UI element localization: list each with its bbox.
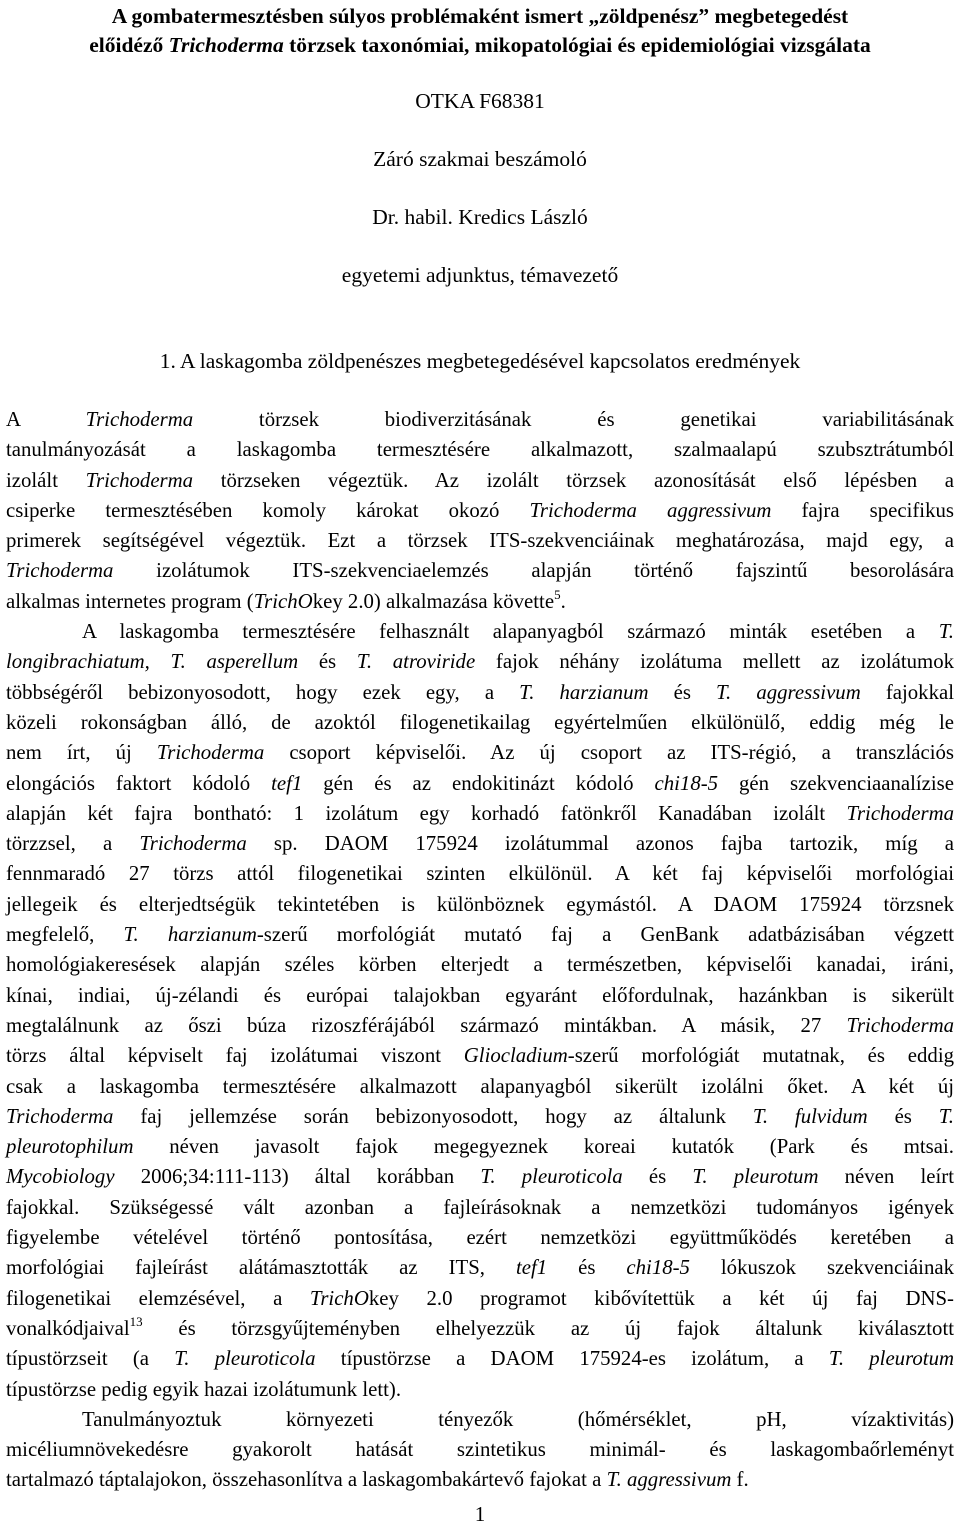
- body-line: [6, 981, 954, 1011]
- body-text-run: homológiakeresések alapján széles körben elterjedt a természetben, képviselői kanadai, iráni,: [6, 953, 954, 977]
- italic-term: T. atroviride: [356, 650, 476, 674]
- body-line: [6, 405, 954, 435]
- italic-term: chi18-5: [654, 771, 719, 795]
- body-text-run: és: [298, 650, 357, 674]
- body-line: [6, 1465, 954, 1495]
- body-text-run: key 2.0) alkalmazása követte: [312, 589, 555, 613]
- body-text-run: key 2.0 programot kibővítettük a két új faj DNS-: [368, 1286, 954, 1310]
- body-text-run: közeli rokonságban álló, de azoktól filogenetikailag egyértelműen elkülönülő, eddig még le: [6, 710, 954, 734]
- body-text-run: néven leírt: [818, 1165, 954, 1189]
- body-line: [6, 829, 954, 859]
- italic-term: Trichoderma: [846, 801, 954, 825]
- body-text-run: fajokkal. Szükségessé vált azonban a fajleírásoknak a nemzetközi tudományos igények: [6, 1195, 954, 1219]
- body-text-run: vonalkódjaival: [6, 1316, 130, 1340]
- body-text-run: csoport képviselői. Az új csoport az ITS-régió, a transzlációs: [264, 741, 955, 765]
- page-number: 1: [474, 1502, 486, 1526]
- title-line-2a: előidéző: [89, 33, 169, 57]
- body-line: [6, 1405, 954, 1435]
- body-text-run: csak a laskagomba termesztésére alkalmazott alapanyagból sikerült izolálni őket. A két új: [6, 1074, 954, 1098]
- body-line: [6, 1162, 954, 1192]
- body-text-run: primerek segítségével végeztük. Ezt a törzsek ITS-szekvenciáinak meghatározása, majd egy, a: [6, 529, 954, 553]
- author-position: egyetemi adjunktus, témavezető: [341, 263, 619, 287]
- body-line: [6, 1375, 954, 1405]
- italic-term: Trichoderma aggressivum: [529, 498, 772, 522]
- body-text-run: tanulmányozását a laskagomba termesztésére alkalmazott, szalmaalapú szubsztrátumból: [6, 438, 954, 462]
- body-line: [6, 890, 954, 920]
- body-text-run: és: [547, 1256, 627, 1280]
- body-line: [6, 920, 954, 950]
- body-text-run: fajok néhány izolátuma mellett az izolátumok: [475, 650, 954, 674]
- author-name: Dr. habil. Kredics László: [372, 205, 588, 229]
- body-text-run: törzsek biodiverzitásának és genetikai variabilitásának: [193, 408, 954, 431]
- grant-number: OTKA F68381: [415, 89, 545, 113]
- body-line: [6, 769, 954, 799]
- italic-term: T.: [938, 620, 954, 644]
- body-text-run: alapján két fajra bontható: 1 izolátum egy korhadó fatönkről Kanadában izolált: [6, 801, 847, 825]
- italic-term: Gliocladium: [463, 1044, 568, 1068]
- body-text-run: típustörzse a DAOM 175924-es izolátum, a: [315, 1347, 829, 1371]
- body-text-run: jellegeik és elterjedtségük tekintetében is különböznek egymástól. A DAOM 175924 törzsnek: [6, 892, 954, 916]
- body-line: [6, 678, 954, 708]
- footnote-reference: 5: [554, 586, 561, 602]
- italic-term: chi18-5: [626, 1256, 690, 1280]
- section-heading: 1. A laskagomba zöldpenészes megbetegedésével kapcsolatos eredmények: [159, 349, 801, 373]
- italic-term: Trichoderma: [6, 1104, 114, 1128]
- body-text-run: és: [648, 680, 717, 704]
- body-line: [6, 1041, 954, 1071]
- italic-term: Trichoderma: [139, 832, 247, 856]
- italic-term: tef1: [515, 1256, 548, 1280]
- body-line: [6, 435, 954, 465]
- italic-term: T. harzianum: [519, 680, 649, 704]
- italic-term: T. pleuroticola: [174, 1347, 316, 1371]
- body-line: [6, 950, 954, 980]
- body-text-run: gén szekvenciaanalízise: [718, 771, 954, 795]
- italic-term: T. harzianum: [123, 923, 257, 947]
- document-title: [0, 2, 960, 60]
- body-text-run: alkalmas internetes program (: [6, 589, 254, 613]
- body-text-run: elongációs faktort kódoló: [6, 771, 272, 795]
- body-text-run: sp. DAOM 175924 izolátummal azonos fajba tartozik, míg a: [246, 832, 954, 856]
- body-text-run: izolátumok ITS-szekvenciaelemzés alapján történő fajszintű besorolására: [113, 559, 954, 583]
- body-text-run: típustörzse pedig egyik hazai izolátumunk lett).: [6, 1377, 402, 1401]
- body-line: [6, 617, 954, 647]
- italic-term: Trichoderma: [156, 741, 265, 765]
- body-text-run: .: [560, 589, 566, 613]
- body-text-run: lókuszok szekvenciáinak: [689, 1256, 954, 1280]
- body-text-run: micéliumnövekedésre gyakorolt hatását szintetikus minimál- és laskagombaőrleményt: [6, 1438, 954, 1462]
- body-line: [6, 1132, 954, 1162]
- body-line: [6, 1011, 954, 1041]
- italic-term: Trichoderma: [846, 1013, 954, 1037]
- italic-term: Trichoderma: [85, 408, 194, 431]
- body-text-run: morfológiai fajleírást alátámasztották az ITS,: [6, 1256, 516, 1280]
- body-text-run: törzseken végeztük. Az izolált törzsek azonosítását első lépésben a: [193, 468, 954, 492]
- body-text-run: -szerű morfológiát mutató faj a GenBank adatbázisában végzett: [256, 923, 954, 947]
- body-text-run: megtalálnunk az őszi búza rizoszférájából származó mintákban. A másik, 27: [6, 1013, 847, 1037]
- body-text-run: néven javasolt fajok megegyeznek koreai kutatók (Park és mtsai.: [133, 1135, 954, 1159]
- body-text-run: 2006;34:111-113) által korábban: [114, 1165, 481, 1189]
- body-line: [6, 1253, 954, 1283]
- body-line: [6, 1193, 954, 1223]
- body-text-run: és: [867, 1104, 939, 1128]
- italic-term: T. aggressivum: [606, 1468, 732, 1492]
- italic-term: Mycobiology: [6, 1165, 115, 1189]
- body-line: [6, 1102, 954, 1132]
- italic-term: T. pleurotum: [828, 1347, 954, 1371]
- body-text-run: és törzsgyűjteményben elhelyezzük az új fajok általunk kiválasztott: [142, 1316, 954, 1340]
- body-text-run: többségéről bebizonyosodott, hogy ezek egy, a: [6, 680, 520, 704]
- italic-term: T. pleurotum: [692, 1165, 819, 1189]
- body-line: [6, 799, 954, 829]
- body-line: [6, 1223, 954, 1253]
- title-line-1: A gombatermesztésben súlyos problémaként ismert „zöldpenész” megbetegedést: [111, 4, 849, 28]
- body-text-run: figyelembe vételével történő pontosítása, ezért nemzetközi együttműködés keretében a: [6, 1226, 954, 1250]
- report-type: Záró szakmai beszámoló: [373, 147, 587, 171]
- body-text-run: Tanulmányoztuk környezeti tényezők (hőmérséklet, pH, vízaktivitás): [82, 1407, 954, 1431]
- body-text-run: nem írt, új: [6, 741, 157, 765]
- body-line: [6, 1435, 954, 1465]
- body-text-run: törzzsel, a: [6, 832, 140, 856]
- body-text-run: fajra specifikus: [771, 498, 954, 522]
- body-line: [6, 587, 954, 617]
- body-line: [6, 647, 954, 677]
- body-line: [6, 859, 954, 889]
- body-text: [6, 405, 954, 1496]
- body-text-run: törzs által képviselt faj izolátumai viszont: [6, 1044, 464, 1068]
- footnote-reference: 13: [129, 1313, 143, 1329]
- body-text-run: A laskagomba termesztésére felhasznált alapanyagból származó minták esetében a: [82, 620, 939, 644]
- body-line: [6, 556, 954, 586]
- title-line-2-genus: Trichoderma: [168, 33, 284, 57]
- body-line: [6, 738, 954, 768]
- italic-term: T.: [938, 1104, 954, 1128]
- body-text-run: tartalmazó táptalajokon, összehasonlítva a laskagombakártevő fajokat a: [6, 1468, 607, 1492]
- italic-term: T. aggressivum: [716, 680, 861, 704]
- body-text-run: izolált: [6, 468, 86, 492]
- italic-term: longibrachiatum, T. asperellum: [6, 650, 299, 674]
- body-text-run: típustörzseit (a: [6, 1347, 175, 1371]
- body-line: [6, 1284, 954, 1314]
- body-text-run: csiperke termesztésében komoly károkat okozó: [6, 498, 530, 522]
- italic-term: TrichO: [253, 589, 313, 613]
- body-line: [6, 708, 954, 738]
- body-text-run: f.: [731, 1468, 749, 1492]
- body-text-run: filogenetikai elemzésével, a: [6, 1286, 310, 1310]
- body-line: [6, 1344, 954, 1374]
- body-line: [6, 496, 954, 526]
- body-text-run: kínai, indiai, új-zélandi és európai talajokban egyaránt előfordulnak, hazánkban is sikerült: [6, 983, 954, 1007]
- body-line: [6, 526, 954, 556]
- italic-term: tef1: [271, 771, 303, 795]
- body-text-run: gén és az endokitinázt kódoló: [302, 771, 655, 795]
- body-line: [6, 1072, 954, 1102]
- italic-term: T. fulvidum: [752, 1104, 868, 1128]
- italic-term: TrichO: [309, 1286, 369, 1310]
- italic-term: T. pleuroticola: [480, 1165, 623, 1189]
- body-text-run: A: [6, 408, 86, 431]
- body-line: [6, 1314, 954, 1344]
- italic-term: Trichoderma: [85, 468, 194, 492]
- body-text-run: fajokkal: [860, 680, 954, 704]
- body-line: [6, 466, 954, 496]
- italic-term: Trichoderma: [6, 559, 114, 583]
- title-line-2c: törzsek taxonómiai, mikopatológiai és epidemiológiai vizsgálata: [283, 33, 871, 57]
- italic-term: pleurotophilum: [6, 1135, 134, 1159]
- body-text-run: megfelelő,: [6, 923, 124, 947]
- body-text-run: fennmaradó 27 törzs attól filogenetikai szinten elkülönül. A két faj képviselői morfológiai: [6, 862, 954, 886]
- body-text-run: faj jellemzése során bebizonyosodott, hogy az általunk: [113, 1104, 753, 1128]
- body-text-run: és: [622, 1165, 693, 1189]
- body-text-run: -szerű morfológiát mutatnak, és eddig: [567, 1044, 954, 1068]
